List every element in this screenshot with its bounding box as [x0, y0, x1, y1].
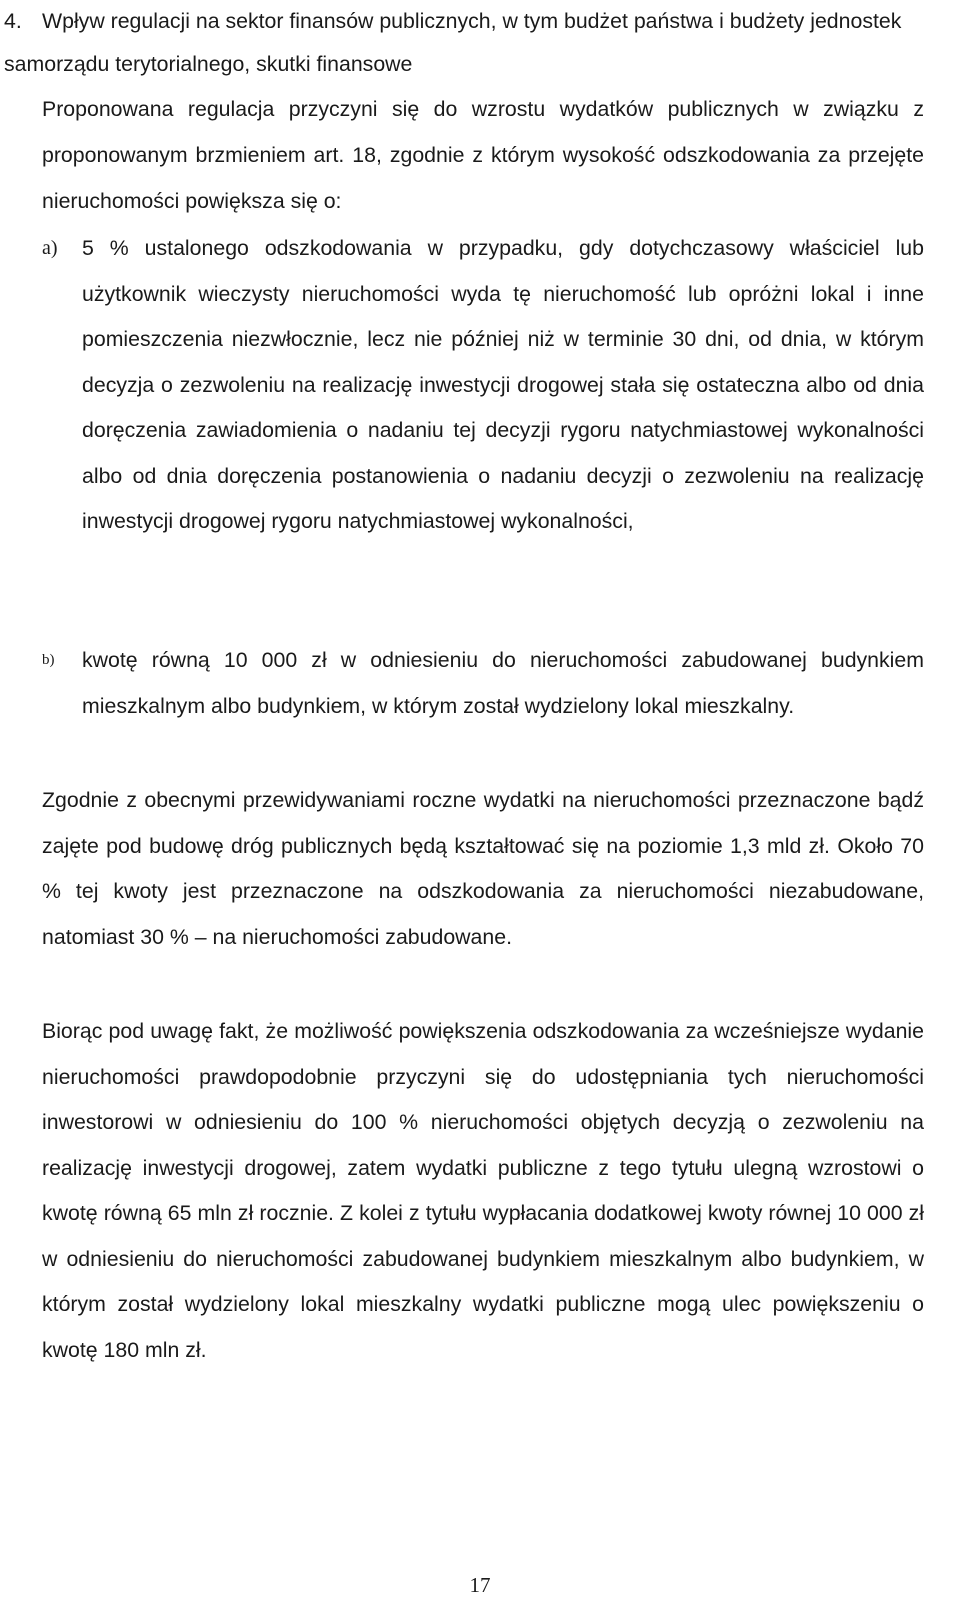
section-number: 4.: [4, 9, 22, 33]
section-heading: [4, 0, 934, 86]
list-item-text: kwotę równą 10 000 zł w odniesieniu do nieruchomości zabudowanej budynkiem mieszkalnym albo budynkiem, w którym został wydzielony lokal mieszkalny.: [82, 648, 924, 718]
list-item-text: 5 % ustalonego odszkodowania w przypadku, gdy dotychczasowy właściciel lub użytkownik wieczysty nieruchomości wyda tę nieruchomość lub opróżni lokal i inne pomieszczenia niezwłocznie, lecz nie później niż w terminie 30 dni, od dnia, w którym decyzja o zezwoleniu na realizację inwestycji drogowej stała się ostateczna albo od dnia doręczenia zawiadomienia o nadaniu tej decyzji rygoru natychmiastowej wykonalności albo od dnia doręczenia postanowienia o nadaniu decyzji o zezwoleniu na realizację inwestycji drogowej rygoru natychmiastowej wykonalności,: [82, 236, 924, 533]
page-number: 17: [469, 1573, 491, 1597]
section-title: Wpływ regulacji na sektor finansów publicznych, w tym budżet państwa i budżety jednostek samorządu terytorialnego, skutki finansowe: [4, 9, 902, 76]
paragraph-expenditure: Biorąc pod uwagę fakt, że możliwość powiększenia odszkodowania za wcześniejsze wydanie nieruchomości prawdopodobnie przyczyni się do udostępniania tych nieruchomości inwestorowi w odniesieniu do 100 % nieruchomości objętych decyzją o zezwoleniu na realizację inwestycji drogowej, zatem wydatki publiczne z tego tytułu ulegną wzrostowi o kwotę równą 65 mln zł rocznie. Z kolei z tytułu wypłacania dodatkowej kwoty równej 10 000 zł w odniesieniu do nieruchomości zabudowanej budynkiem mieszkalnym albo budynkiem, w którym został wydzielony lokal mieszkalny wydatki publiczne mogą ulec powiększeniu o kwotę 180 mln zł.: [42, 1019, 924, 1362]
list-marker: a): [42, 237, 58, 259]
paragraph-forecast: Zgodnie z obecnymi przewidywaniami roczne wydatki na nieruchomości przeznaczone bądź zajęte pod budowę dróg publicznych będą kształtować się na poziomie 1,3 mld zł. Około 70 % tej kwoty jest przeznaczone na odszkodowania za nieruchomości niezabudowane, natomiast 30 % – na nieruchomości zabudowane.: [42, 788, 924, 949]
intro-paragraph: Proponowana regulacja przyczyni się do wzrostu wydatków publicznych w związku z proponowanym brzmieniem art. 18, zgodnie z którym wysokość odszkodowania za przejęte nieruchomości powiększa się o:: [42, 97, 924, 213]
list-marker: b): [42, 652, 55, 668]
